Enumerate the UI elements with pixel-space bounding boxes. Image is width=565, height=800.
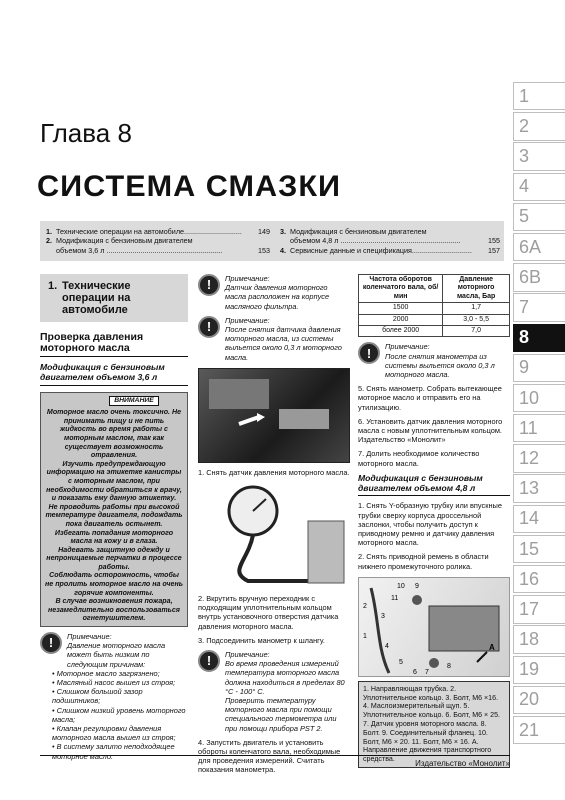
toc-left xyxy=(46,227,270,255)
chapter-tab[interactable]: 6В xyxy=(513,263,565,291)
gauge-photo xyxy=(198,481,350,589)
column-2 xyxy=(198,274,350,775)
chapter-tab[interactable]: 19 xyxy=(513,656,565,684)
table-row: 2000 3,0 - 5,5 xyxy=(359,314,510,325)
warning-box: ВНИМАНИЕ Моторное масло очень токсично. Не принимать пищу и не пить жидкость во время работы с моторным маслом, так как существует возможность отравления. Изучить предупреждающую информацию на этикетке канистры с моторным маслом, при необходимости обратиться к врачу, и показать ему данную этикетку. Не проводить работы при высокой температуре двигателя, подождать пока двигатель остынет. Избегать попадания моторного масла на кожу и в глаза. Надевать защитную одежду и непроницаемые перчатки в процессе работы. Соблюдать осторожность, чтобы не пролить моторное масло на очень горячие компоненты. В случае возникновения пожара, незамедлительно воспользоваться огнетушителем. xyxy=(40,392,188,627)
subsection-title: Проверка давления моторного масла xyxy=(40,332,188,357)
table-row: более 2000 7,0 xyxy=(359,326,510,337)
chapter-tab[interactable]: 10 xyxy=(513,384,565,412)
chapter-tab[interactable]: 9 xyxy=(513,354,565,382)
sensor-icon xyxy=(429,658,439,668)
column-1 xyxy=(40,274,188,761)
filter-housing-shape xyxy=(279,409,329,429)
exclamation-icon: ! xyxy=(198,274,220,296)
callout-label: 6 xyxy=(413,668,417,676)
chapter-tab[interactable]: 17 xyxy=(513,595,565,623)
list-item: • Моторное масло загрязнено; xyxy=(52,668,160,678)
chapter-tab[interactable]: 4 xyxy=(513,173,565,201)
publisher-footer: Издательство «Монолит» xyxy=(40,755,510,768)
table-header: Давление моторного масла, Бар xyxy=(443,275,510,303)
bolt-icon xyxy=(412,595,422,605)
modification-title: Модификация с бензиновым двигателем объемом 4,8 л xyxy=(358,474,510,497)
callout-label: 4 xyxy=(385,642,389,650)
toc-entry[interactable]: 2. Модификация с бензиновым двигателем xyxy=(46,236,193,246)
callout-label: 8 xyxy=(447,662,451,670)
gauge-art xyxy=(198,481,350,589)
list-item: • Масляный насос вышел из строя; xyxy=(52,678,176,688)
callout-label: 10 xyxy=(397,582,405,590)
chapter-label: Глава 8 xyxy=(40,118,132,148)
section-header: 1. Технические операции на автомобиле xyxy=(40,274,188,322)
page-title: СИСТЕМА СМАЗКИ xyxy=(37,170,342,203)
diagram-legend: 1. Направляющая трубка. 2. Уплотнительное кольцо. 3. Болт, М6 ×16. 4. Маслоизмерительный щуп. 5. Уплотнительное кольцо. 6. Болт, М6 × 25. 7. Датчик уровня моторного масла. 8. Болт. 9. Соединительный фланец. 10. Болт, М6 × 20. 11. Болт, М6 × 16. А. Направление движения транспортного средства. xyxy=(358,681,510,768)
dipstick-tube-shape xyxy=(371,588,389,673)
chapter-tab[interactable]: 12 xyxy=(513,444,565,472)
callout-label: 2 xyxy=(363,602,367,610)
toc-entry[interactable]: 3. Модификация с бензиновым двигателем xyxy=(280,227,427,236)
step-text: 3. Подсоединить манометр к шлангу. xyxy=(198,635,325,645)
toc-entry[interactable]: объемом 4,8 л ............................................................ 155 xyxy=(290,236,500,246)
list-item: • В систему залито неподходящее моторное масло. xyxy=(52,742,175,761)
sensor-photo xyxy=(198,368,350,463)
exclamation-icon: ! xyxy=(198,316,220,338)
chapter-tab[interactable]: 18 xyxy=(513,625,565,653)
list-item: • Слишком низкий уровень моторного масла; xyxy=(52,705,186,724)
callout-label: 1 xyxy=(363,632,367,640)
toc-right xyxy=(280,227,500,255)
direction-arrow-icon xyxy=(477,652,487,662)
chapter-tab[interactable]: 15 xyxy=(513,535,565,563)
engine-block-shape xyxy=(209,379,269,409)
toc-entry[interactable]: 1. Технические операции на автомобиле............................. 149 xyxy=(46,227,270,236)
chapter-tab[interactable]: 3 xyxy=(513,142,565,170)
chapter-tab[interactable]: 5 xyxy=(513,203,565,231)
callout-label: 5 xyxy=(399,658,403,666)
modification-title: Модификация с бензиновым двигателем объемом 3,6 л xyxy=(40,363,188,386)
chapter-tabs xyxy=(513,82,565,746)
callout-label: 9 xyxy=(415,582,419,590)
chapter-tab[interactable]: 1 xyxy=(513,82,565,110)
note-block: ! Примечание: Давление моторного масла может быть низким по следующим причинам: xyxy=(40,632,188,669)
step-text: 5. Снять манометр. Собрать вытекающее моторное масло и отправить его на утилизацию. xyxy=(358,384,502,412)
step-text: 1. Снять датчик давления моторного масла. xyxy=(198,467,350,477)
oil-system-diagram xyxy=(358,577,510,677)
step-text: 7. Долить необходимое количество моторного масла. xyxy=(358,449,480,468)
table-row: 1500 1,7 xyxy=(359,303,510,314)
chapter-toc xyxy=(40,221,504,261)
chapter-tab[interactable]: 11 xyxy=(513,414,565,442)
chapter-tab[interactable]: 6А xyxy=(513,233,565,261)
arrow-icon xyxy=(239,417,259,424)
table-header: Частота оборотов коленчатого вала, об/мин xyxy=(359,275,443,303)
chapter-tab[interactable]: 8 xyxy=(513,324,565,352)
column-3 xyxy=(358,274,510,768)
note-block: ! Примечание: Датчик давления моторного масла расположен на корпусе масляного фильтра. xyxy=(198,274,350,311)
chapter-tab[interactable]: 21 xyxy=(513,716,565,744)
chapter-tab[interactable]: 13 xyxy=(513,474,565,502)
diagram-art xyxy=(359,578,510,677)
exclamation-icon: ! xyxy=(198,650,220,672)
step-text: 1. Снять Y-образную трубку или впускные трубки сверху корпуса дроссельной заслонки, чтобы получить доступ к приводному ремню и датчику давления моторного масла. xyxy=(358,501,502,548)
step-text: 4. Запустить двигатель и установить обороты коленчатого вала, необходимые для проведения измерений. Считать показания манометра. xyxy=(198,737,341,775)
callout-label: 7 xyxy=(425,668,429,676)
chapter-tab[interactable]: 2 xyxy=(513,112,565,140)
callout-label: 11 xyxy=(391,594,399,602)
step-text: 2. Снять приводной ремень в области нижнего промежуточного ролика. xyxy=(358,552,489,571)
list-item: • Клапан регулировки давления моторного масла вышел из строя; xyxy=(52,724,176,743)
exclamation-icon: ! xyxy=(40,632,62,654)
note-block: ! Примечание: После снятия датчика давления моторного масла, из системы выльется около 0,3 л моторного масла. xyxy=(198,316,350,362)
reasons-list xyxy=(40,669,188,761)
chapter-tab[interactable]: 7 xyxy=(513,293,565,321)
chapter-tab[interactable]: 20 xyxy=(513,686,565,714)
exclamation-icon: ! xyxy=(358,342,380,364)
step-text: 6. Установить датчик давления моторного масла с новым уплотнительным кольцом. Издательство «Монолит» xyxy=(358,416,503,445)
arrow-head-icon xyxy=(257,413,265,422)
toc-entry[interactable]: 4. Сервисные данные и спецификация.............................. 157 xyxy=(280,245,500,255)
callout-label: A xyxy=(489,642,495,652)
warning-label: ВНИМАНИЕ xyxy=(109,396,159,407)
chapter-tab[interactable]: 14 xyxy=(513,505,565,533)
callout-label: 3 xyxy=(381,612,385,620)
sensor-photo-art xyxy=(199,369,350,463)
note-block: ! Примечание: Во время проведения измерений температура моторного масла должна находиться в пределах 80 °С - 100° С. Проверить температуру моторного масла при помощи специального термометра или при помощи прибора PST 2. xyxy=(198,650,350,733)
chapter-tab[interactable]: 16 xyxy=(513,565,565,593)
toc-entry[interactable]: объемом 3,6 л .......................................................... 153 xyxy=(56,245,270,255)
engine-shape xyxy=(308,521,344,583)
note-block: ! Примечание: После снятия манометра из системы выльется около 0,3 л моторного масла. xyxy=(358,342,510,379)
pressure-table xyxy=(358,274,510,337)
step-text: 2. Вкрутить вручную переходник с подходящим уплотнительным кольцом внутрь установочного отверстия датчика давления моторного масла. xyxy=(198,594,339,631)
list-item: • Слишком большой зазор подшипников; xyxy=(52,687,143,706)
table-header-row xyxy=(359,275,510,303)
hose-shape xyxy=(239,535,308,581)
